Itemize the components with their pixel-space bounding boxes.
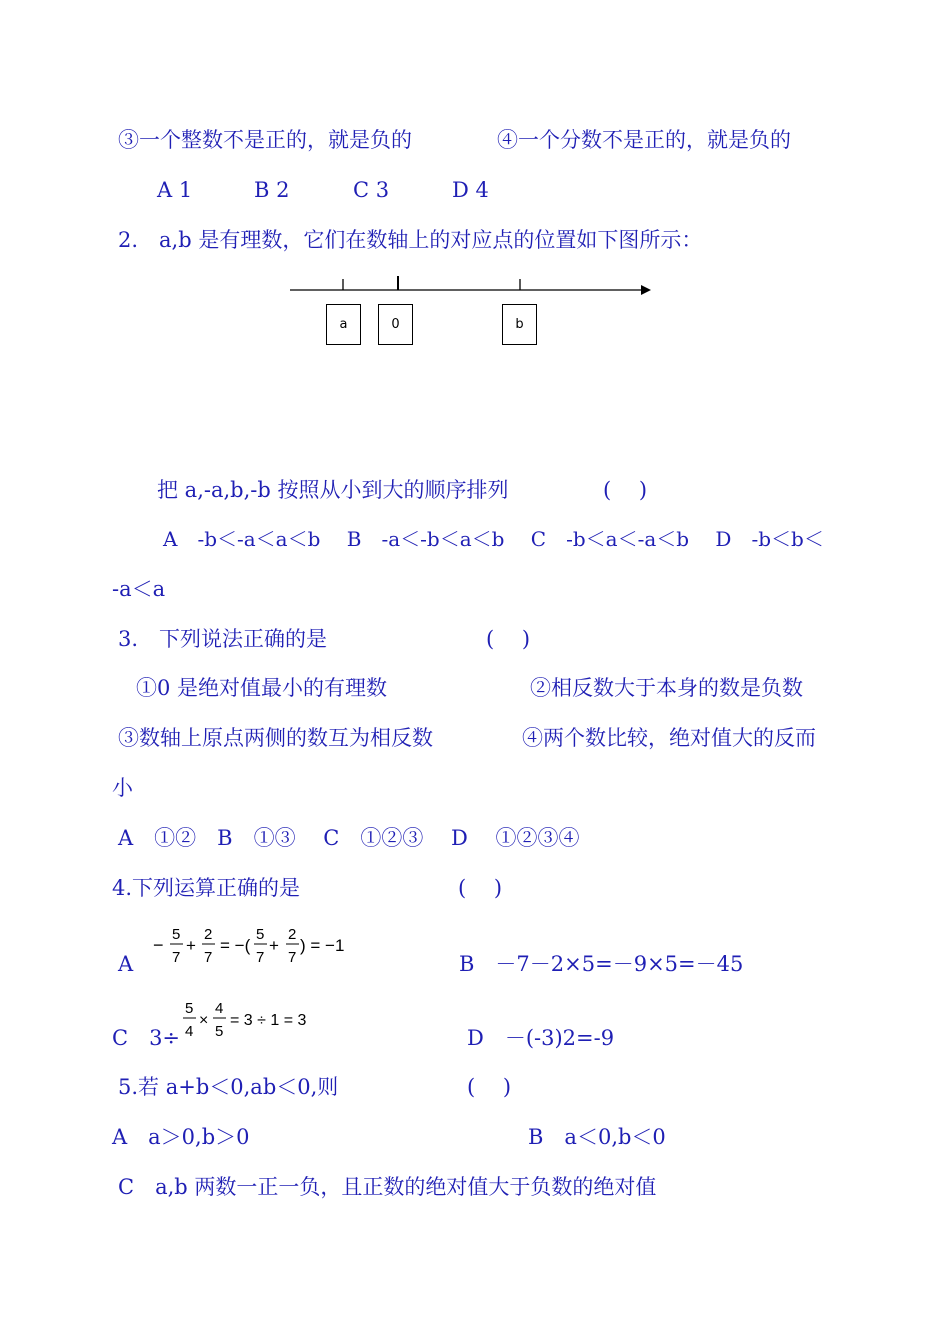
q4-option-b: B －7－2×5=－9×5=－45	[459, 952, 744, 976]
eq-c-rest: = 3 ÷ 1 = 3	[230, 1012, 307, 1029]
q3-statement-2: ②相反数大于本身的数是负数	[530, 676, 803, 700]
q5-option-a: A a＞0,b＞0	[112, 1125, 250, 1149]
label-box-b: b	[502, 304, 537, 345]
q3-statement-4-line1: ④两个数比较，绝对值大的反而	[522, 726, 816, 750]
eq-a-den4: 7	[288, 949, 297, 966]
q4-paren: ( )	[458, 876, 503, 900]
q5-stem: 5.若 a+b＜0,ab＜0,则	[118, 1075, 339, 1099]
q3-statement-3: ③数轴上原点两侧的数互为相反数	[118, 726, 433, 750]
q5-option-b: B a＜0,b＜0	[528, 1125, 666, 1149]
q1-option-d: D 4	[452, 178, 489, 202]
q2-stem: 2. a,b 是有理数，它们在数轴上的对应点的位置如下图所示：	[118, 228, 703, 252]
eq-a-minus: −	[153, 935, 164, 955]
q4-option-c-equation	[180, 996, 320, 1044]
eq-a-end: ) = −1	[300, 936, 345, 955]
q1-option-b: B 2	[254, 178, 290, 202]
q4-stem: 4.下列运算正确的是	[112, 876, 301, 900]
q4-option-c-label: C 3÷	[112, 1026, 181, 1050]
eq-a-den3: 7	[256, 949, 265, 966]
q3-stem: 3. 下列说法正确的是	[118, 627, 328, 651]
q5-paren: ( )	[467, 1075, 512, 1099]
eq-a-plus2: +	[269, 936, 279, 955]
label-box-zero: 0	[378, 304, 413, 345]
eq-a-num4: 2	[288, 926, 297, 943]
eq-a-num3: 5	[256, 926, 265, 943]
eq-c-times: ×	[199, 1012, 209, 1029]
eq-a-den1: 7	[172, 949, 181, 966]
q1-statement-4: ④一个分数不是正的，就是负的	[497, 128, 791, 152]
q3-statement-1: ①0 是绝对值最小的有理数	[136, 676, 388, 700]
q1-option-c: C 3	[353, 178, 390, 202]
eq-a-plus: +	[186, 936, 196, 955]
q3-options: A ①② B ①③ C ①②③ D ①②③④	[118, 826, 580, 850]
eq-c-den1: 4	[185, 1023, 194, 1040]
q4-option-d: D －(-3)2=-9	[467, 1026, 615, 1050]
q2-options-line1: A -b＜-a＜a＜b B -a＜-b＜a＜b C -b＜a＜-a＜b D -b＜b＜	[163, 527, 824, 551]
eq-c-num2: 4	[215, 1000, 224, 1017]
eq-a-den2: 7	[204, 949, 213, 966]
q4-option-a-equation	[152, 922, 352, 970]
number-line-arrow-icon	[641, 285, 651, 295]
q2-paren: ( )	[603, 478, 648, 502]
eq-c-num1: 5	[185, 1000, 194, 1017]
eq-a-mid: = −(	[220, 936, 251, 955]
eq-a-num1: 5	[172, 926, 181, 943]
q2-options-line2: -a＜a	[112, 577, 166, 601]
q1-option-a: A 1	[157, 178, 193, 202]
eq-c-den2: 5	[215, 1023, 224, 1040]
label-box-a: a	[326, 304, 361, 345]
q1-statement-3: ③一个整数不是正的，就是负的	[118, 128, 412, 152]
eq-a-num2: 2	[204, 926, 213, 943]
q2-instruction: 把 a,-a,b,-b 按照从小到大的顺序排列	[157, 478, 509, 502]
q3-paren: ( )	[486, 627, 531, 651]
q5-option-c: C a,b 两数一正一负，且正数的绝对值大于负数的绝对值	[118, 1175, 657, 1199]
q3-statement-4-line2: 小	[112, 776, 133, 800]
number-line-diagram	[280, 268, 660, 298]
q4-option-a-label: A	[118, 952, 134, 976]
